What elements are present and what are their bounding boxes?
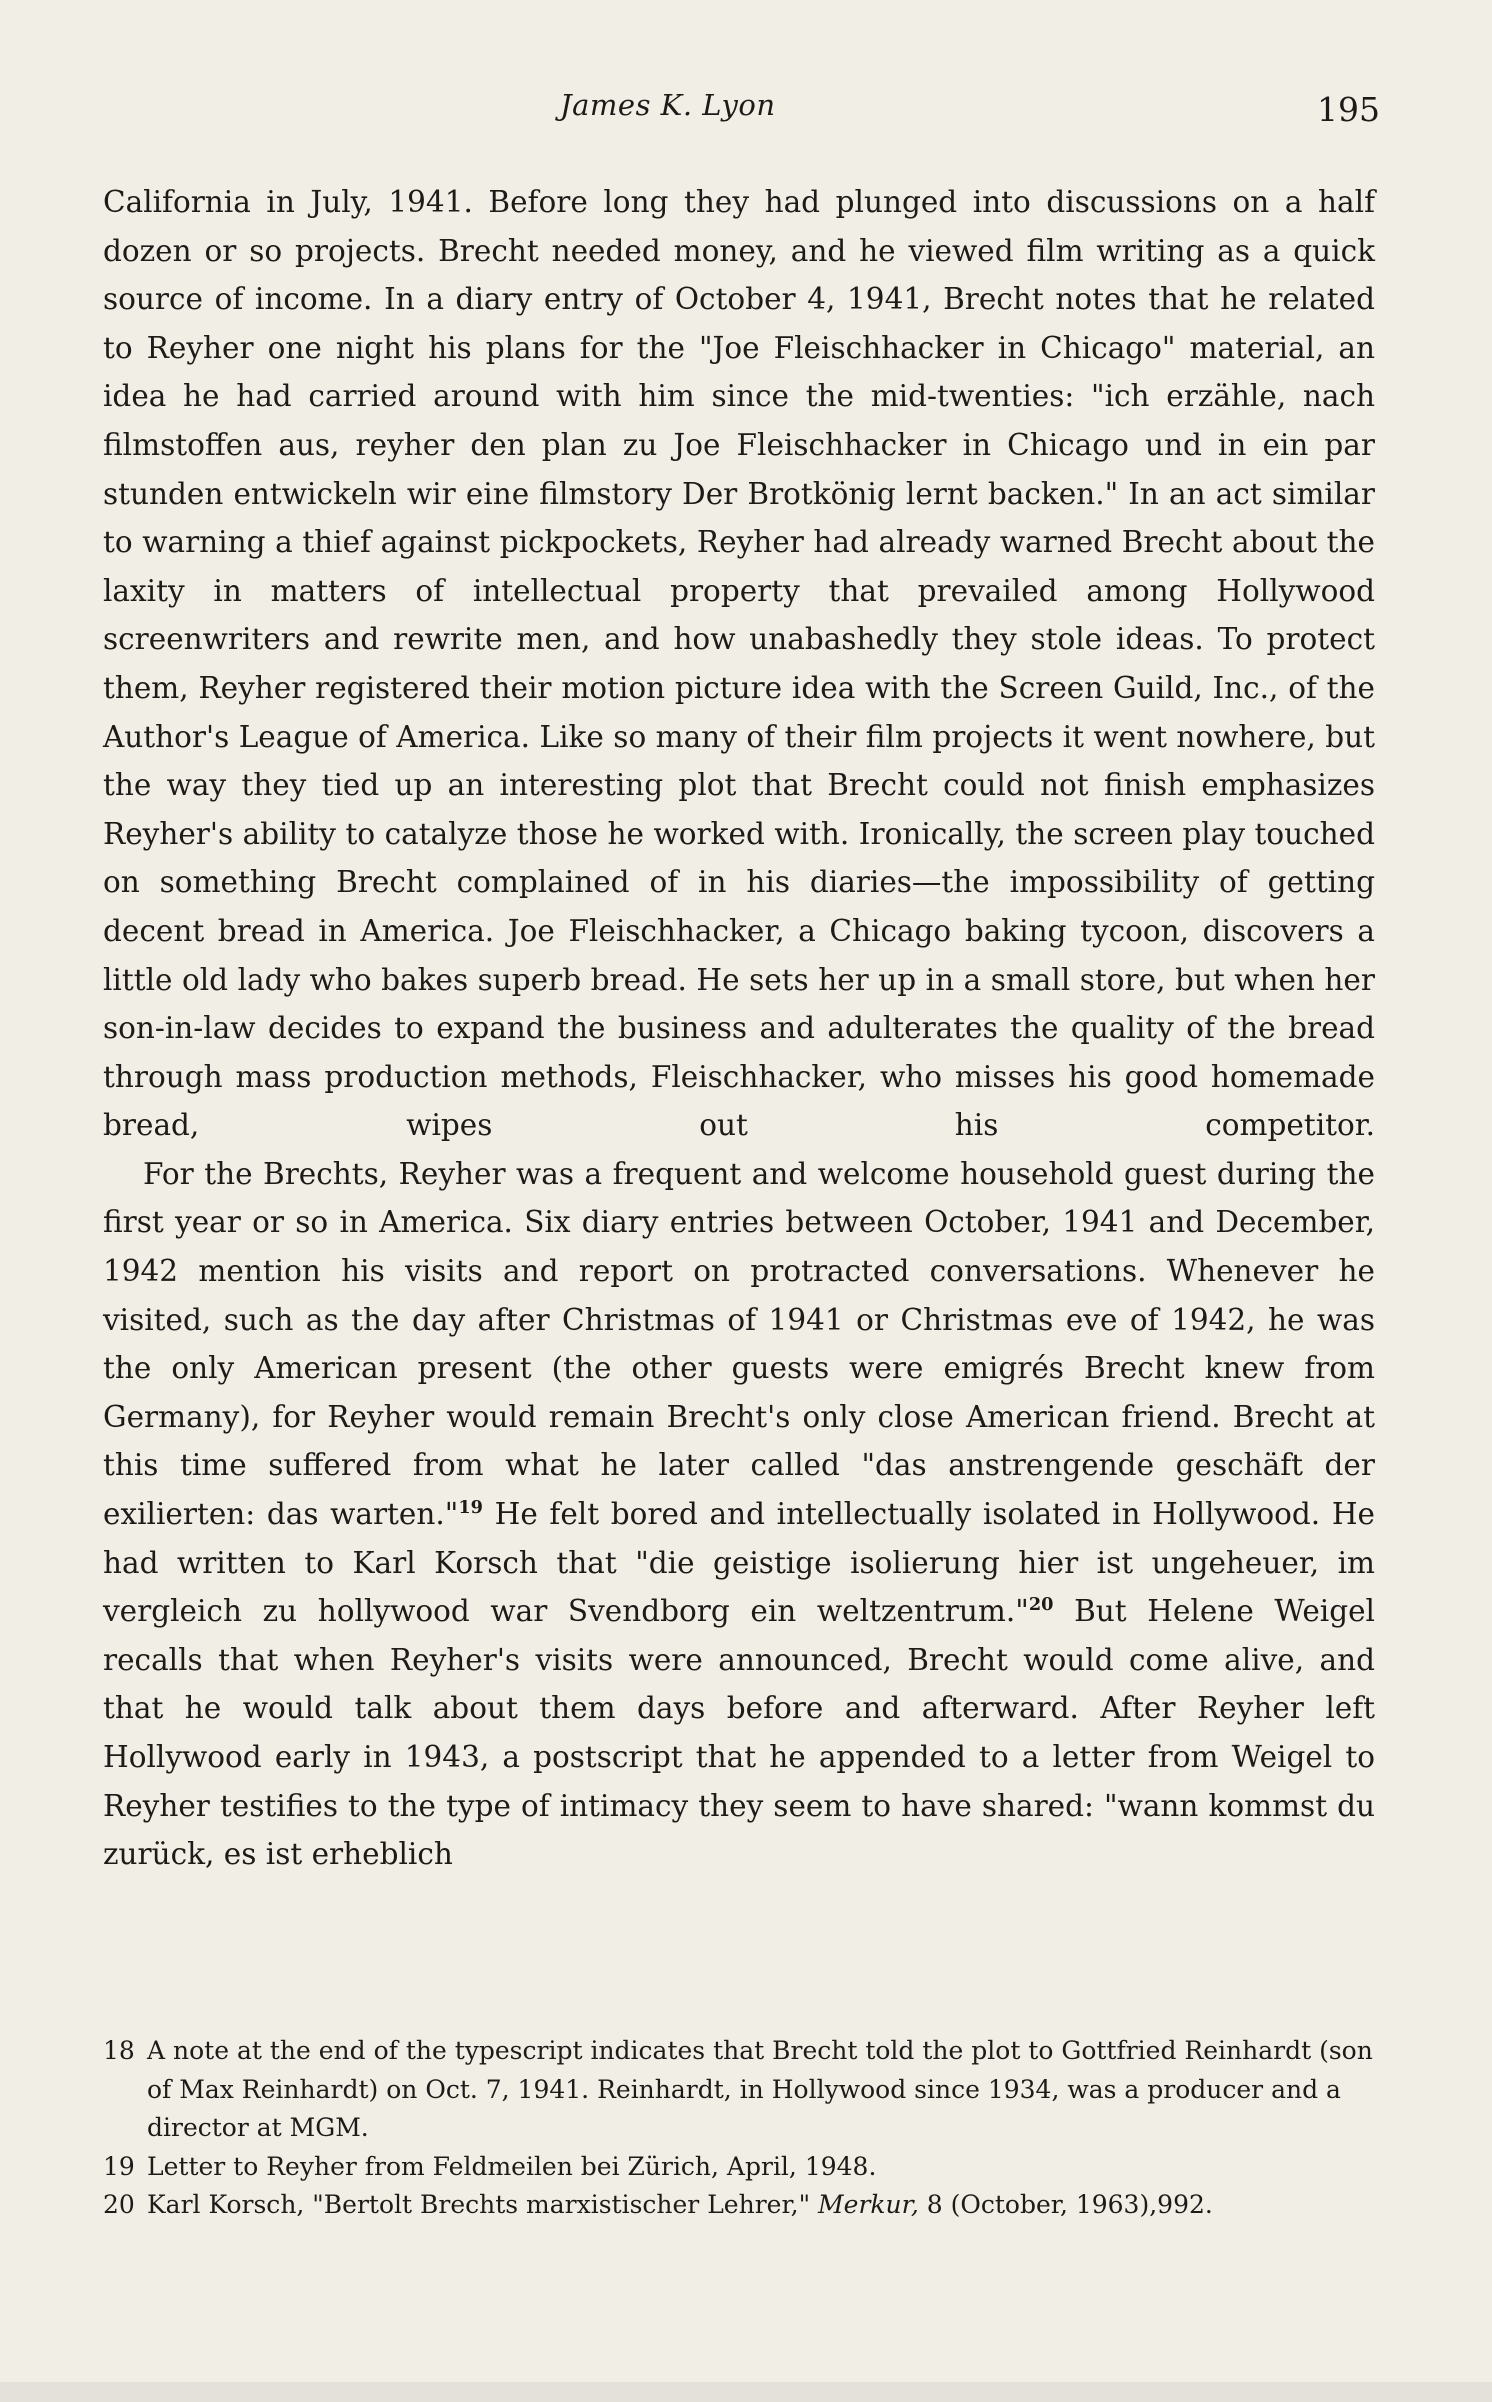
running-head <box>0 88 1492 128</box>
paragraph-text-run: California in July, 1941. Before long they had plunged into discussions on a half dozen or so projects. Brecht needed money, and he viewed film writing as a quick source of income. In a diary entry of October 4, 1941, Brecht notes that he related to Reyher one night his plans for the "Joe Fleischhacker in Chicago" material, an idea he had carried around with him since the mid-twenties: "ich erzähle, nach filmstoffen aus, reyher den plan zu Joe Fleischhacker in Chicago und in ein par stunden entwickeln wir eine filmstory Der Brotkönig lernt backen." In an act similar to warning a thief against pickpockets, Reyher had already warned Brecht about the laxity in matters of intellectual property that prevailed among Hollywood screenwriters and rewrite men, and how unabashedly they stole ideas. To protect them, Reyher registered their motion picture idea with the Screen Guild, Inc., of the Author's League of America. Like so many of their film projects it went nowhere, but the way they tied up an interesting plot that Brecht could not finish emphasizes Reyher's ability to catalyze those he worked with. Ironically, the screen play touched on something Brecht complained of in his diaries—the impossibility of getting decent bread in America. Joe Fleischhacker, a Chicago baking tycoon, discovers a little old lady who bakes superb bread. He sets her up in a small store, but when her son-in-law decides to expand the business and adulterates the quality of the bread through mass production methods, Fleischhacker, who misses his good homemade bread, wipes out his competitor. <box>103 185 1375 1143</box>
italic-title: Merkur, <box>818 2190 919 2219</box>
paragraph-1 <box>103 178 1375 1150</box>
page-number: 195 <box>1317 90 1380 129</box>
footnote-text-run: Letter to Reyher from Feldmeilen bei Zürich, April, 1948. <box>147 2151 877 2181</box>
paragraph-text-run: For the Brechts, Reyher was a frequent and welcome household guest during the first year or so in America. Six diary entries between October, 1941 and December, 1942 mention his visits and report on protracted conversations. Whenever he visited, such as the day after Christmas of 1941 or Christmas eve of 1942, he was the only American present (the other guests were emigrés Brecht knew from Germany), for Reyher would remain Brecht's only close American friend. Brecht at this time suffered from what he later called "das anstrengende geschäft der exilierten: das warten." <box>103 1156 1375 1532</box>
footnote-text <box>147 2032 1375 2148</box>
footnote-reference: 19 <box>458 1497 483 1519</box>
footnote-number: 20 <box>103 2190 135 2219</box>
footnote-text <box>147 2186 1375 2225</box>
footnote-number: 18 <box>103 2036 135 2065</box>
scan-bottom-edge <box>0 2382 1492 2402</box>
paragraph-text-run: But Helene Weigel recalls that when Reyher's visits were announced, Brecht would come alive, and that he would talk about them days before and afterward. After Reyher left Hollywood early in 1943, a postscript that he appended to a letter from Weigel to Reyher testifies to the type of intimacy they seem to have shared: "wann kommst du zurück, es ist erheblich <box>103 1594 1375 1872</box>
footnote-text-run: A note at the end of the typescript indicates that Brecht told the plot to Gottfried Reinhardt (son of Max Reinhardt) on Oct. 7, 1941. Reinhardt, in Hollywood since 1934, was a producer and a director at MGM. <box>147 2036 1373 2142</box>
paragraph-2 <box>103 1150 1375 1879</box>
footnote-text <box>147 2148 1375 2187</box>
footnote-reference: 20 <box>1028 1594 1054 1616</box>
footnote-text-run: Karl Korsch, "Bertolt Brechts marxistischer Lehrer," <box>147 2190 819 2219</box>
footnote-number: 19 <box>103 2151 135 2181</box>
body-text <box>103 178 1375 1879</box>
running-head-author: James K. Lyon <box>560 88 776 122</box>
footnote-20 <box>103 2186 1375 2225</box>
paragraph-text-run: He felt bored and intellectually isolated in Hollywood. He had written to Karl Korsch that "die geistige isolierung hier ist ungeheuer, im vergleich zu hollywood war Svendborg ein weltzentrum." <box>103 1497 1375 1629</box>
footnote-18 <box>103 2032 1375 2148</box>
footnotes <box>103 2032 1375 2225</box>
footnote-19 <box>103 2148 1375 2187</box>
footnote-text-run: 8 (October, 1963),992. <box>918 2190 1213 2219</box>
